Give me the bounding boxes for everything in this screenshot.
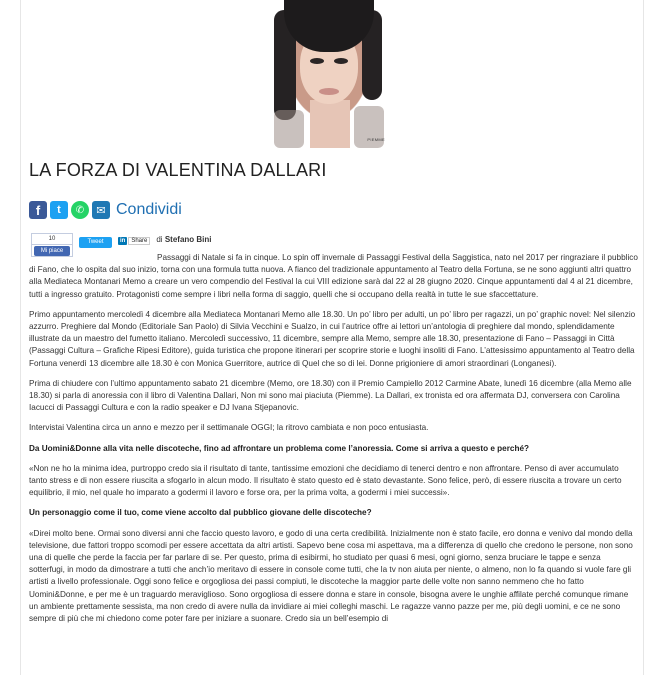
paragraph: Intervistai Valentina circa un anno e mezzo per il settimanale OGGI; la ritrovo cambiata e non poco entusiasta. (29, 423, 429, 433)
linkedin-share-button[interactable]: in Share (118, 237, 150, 245)
share-link[interactable]: Condividi (116, 201, 182, 218)
email-icon[interactable]: ✉ (92, 201, 110, 219)
whatsapp-icon[interactable]: ✆ (71, 201, 89, 219)
interview-question: Un personaggio come il tuo, come viene accolto dal pubblico giovane delle discoteche? (29, 508, 372, 518)
byline: di Stefano Bini (156, 235, 212, 244)
article-title: LA FORZA DI VALENTINA DALLARI (29, 160, 327, 180)
interview-answer: «Non ne ho la minima idea, purtroppo credo sia il risultato di tante, tantissime emozioni che decidiamo di tenerci dentro e non affrontare. Penso di aver accumulato tanto stress e di non essere riuscita a sfogarlo in alcun modo. Il risultato è stato questo ed è stato devastante. Sono felice, però, di essere riuscita a trovare un certo equilibrio, il mio, nel quale ho imparato a godermi il lavoro e forse ora, per la prima volta, a godermi i miei successi». (29, 463, 622, 498)
paragraph: Prima di chiudere con l’ultimo appuntamento sabato 21 dicembre (Memo, ore 18.30) con il Premio Campiello 2012 Carmine Abate, lunedì 16 dicembre (alla Memo alle 18.30) si parla di anoressia con il libro di Valentina Dallari, Non mi sono mai piaciuta (Piemme). La Dallari, ex tronista ed ora affermata DJ, conversera con Carolina Iacucci di Passaggi Cultura e con la radio speaker e DJ Ivana Stjepanovic. (29, 378, 632, 413)
article-body (29, 252, 638, 633)
like-button[interactable]: Mi piace (34, 246, 70, 256)
author-name[interactable]: Stefano Bini (164, 235, 212, 244)
facebook-icon[interactable]: f (29, 201, 47, 219)
article-hero-image (266, 0, 391, 148)
twitter-icon[interactable]: t (50, 201, 68, 219)
interview-answer: «Direi molto bene. Ormai sono diversi anni che faccio questo lavoro, e godo di una certa credibilità. Inizialmente non è stato facile, ero donna e venivo dal mondo della televisione, due fattori troppo scomodi per essere accettata da altri artisti. Sapevo bene cosa mi aspettava, ma a differenza di quello che credono le persone, non sono una di quelle che perde la faccia per far parlare di se. Per questo, prima di esibirmi, ho studiato per quasi 6 mesi, ogni giorno, senza bruciare le tappe e senza sotterfugi, in modo da dimostrare a tutti che anch’io meritavo di essere in console come tutti, che la tv non aiuta per niente, o almeno, non lo fa quando si vuole fare gli artisti a livello professionale. Oggi sono felice e orgogliosa dei passi compiuti, le discoteche la maggior parte delle volte non sanno nemmeno che ho fatto Uomini&Donne, e per me è un traguardo meraviglioso. Sono orgogliosa di essere donna e stare in console, bisogna avere le unghie affilate perché comunque rimane un ambiente prettamente sessista, ma non credo di avere nulla da invidiare ai miei colleghi maschi. Le ragazze vanno pazze per me, più degli uomini, e ce ne sono sempre di più che mi chiedono come poter fare per iniziare a suonare. Credo sia un bell’esempio di (29, 528, 633, 624)
tweet-button[interactable]: Tweet (79, 237, 112, 248)
paragraph: Primo appuntamento mercoledì 4 dicembre alla Mediateca Montanari Memo alle 18.30. Un po’ libro per adulti, un po’ libro per ragazzi, un po’ graphic novel: Nel silenzio azzurro. Preghiere dal Mondo (Editoriale San Paolo) di Silvia Vecchini e Sualzo, in cui l’autrice offre ai lettori un’antologia di preghiere dal mondo, splendidamente illustrate da un maestro del fumetto italiano. Mercoledì successivo, 11 dicembre, sempre alla Memo, sempre alle 18.30, presentazione di Fano – Passaggi in Città (Passaggi Cultura – Grafiche Ripesi Editore), guida turistica che propone itinerari per scoprire storie e luoghi insoliti di Fano. L’attesissimo appuntamento al Teatro della Fortuna venerdì 13 dicembre alle 18.30 è con Monica Guerritore, autrice di Quel che so di lei. Donne prigioniere di amori straordinari (Longanesi). (29, 309, 636, 368)
like-count: 10 (32, 234, 72, 245)
image-credit: PIEMME (367, 137, 385, 142)
interview-question: Da Uomini&Donne alla vita nelle discoteche, fino ad affrontare un problema come l’anoressia. Come si arriva a questo e perché? (29, 443, 530, 453)
share-bar (29, 201, 182, 219)
paragraph: Passaggi di Natale si fa in cinque. Lo spin off invernale di Passaggi Festival della Saggistica, nato nel 2017 per ringraziare il pubblico di Fano, che lo ospita dal suo inizio, torna con una formula tutta nuova. A fianco del tradizionale appuntamento al Teatro della Fortuna, se ne sono aggiunti altri quattro alla Mediateca Montanari Memo a creare un vero compendio del Festival la cui VIII edizione sarà dal 22 al 28 giugno 2020. Cinque appuntamenti dal 4 al 21 dicembre, tutti a ingresso gratuito. Protagonisti come sempre i libri nella forma di saggio, quelli che si occupano della realtà in tutte le sue sfaccettature. (29, 253, 638, 299)
linkedin-icon: in (120, 238, 126, 244)
